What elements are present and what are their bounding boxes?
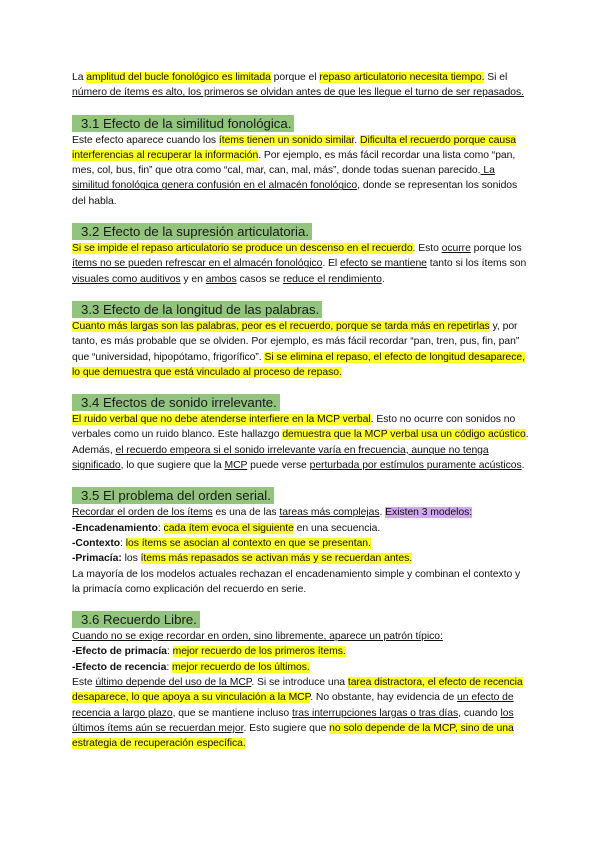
highlighted-text: tarea distractora, el efecto de recencia desaparece, lo que apoya a su vinculación a la MCP bbox=[72, 677, 523, 704]
highlighted-text: Cuanto más largas son las palabras, peor es el recuerdo, porque se tarda más en repetirlas bbox=[72, 320, 490, 332]
text-run: en una secuencia. bbox=[293, 522, 381, 534]
text-run: puede verse bbox=[247, 460, 310, 472]
text-run: La bbox=[72, 72, 87, 83]
text-run: Si el bbox=[484, 72, 508, 83]
text-run: La mayoría de los modelos actuales rechazan el encadenamiento simple y combinan el contexto y la primacía como explicación del recuerdo en serie. bbox=[72, 568, 521, 595]
underlined-text: un efecto de recencia a largo plazo bbox=[72, 692, 514, 719]
text-run: es una de las bbox=[212, 507, 280, 519]
section-3-1 bbox=[72, 101, 530, 209]
paragraph bbox=[72, 536, 530, 551]
highlighted-text: El ruido verbal que no debe atenderse interfiere en la MCP verbal bbox=[72, 414, 371, 426]
section-heading: 3.6 Recuerdo Libre. bbox=[72, 611, 200, 628]
paragraph bbox=[72, 70, 530, 101]
underlined-text: efecto se mantiene bbox=[340, 258, 427, 270]
section-3-5 bbox=[72, 473, 530, 597]
text-run: : bbox=[157, 522, 164, 534]
underlined-text: los últimos ítems aún se recuerdan mejor bbox=[72, 707, 514, 734]
underlined-text: La similitud fonológica genera confusión en el almacén fonológico bbox=[72, 165, 495, 192]
highlighted-text: amplitud del bucle fonológico es limitada bbox=[86, 72, 271, 83]
text-run: casos se bbox=[236, 273, 283, 285]
underlined-text: visuales como auditivos bbox=[72, 273, 181, 285]
underlined-text: Cuando no se exige recordar en orden, sino libremente, aparece un patrón típico: bbox=[72, 631, 443, 643]
text-run: . Esto sugiere que bbox=[243, 722, 330, 734]
section-heading: 3.2 Efecto de la supresión articulatoria. bbox=[72, 223, 312, 240]
bold-term: -Encadenamiento bbox=[72, 522, 158, 534]
underlined-text: MCP bbox=[224, 460, 248, 472]
underlined-text: ambos bbox=[205, 273, 237, 285]
paragraph bbox=[72, 644, 530, 659]
text-run: , lo que sugiere que la bbox=[120, 460, 225, 472]
underlined-text: el recuerdo empeora si el sonido irrelevante varía en frecuencia, aunque no tenga significado bbox=[72, 444, 489, 472]
text-run: tanto si los ítems son bbox=[426, 258, 527, 270]
text-run: , donde se representan los sonidos del habla. bbox=[72, 180, 518, 207]
paragraph bbox=[72, 629, 530, 644]
underlined-text: último depende del uso de la MCP bbox=[95, 677, 252, 689]
paragraph bbox=[72, 551, 530, 566]
highlighted-text: ítems más repasados se activan más y se recuerdan antes. bbox=[140, 553, 413, 565]
highlighted-text: mejor recuerdo de los primeros ítems. bbox=[172, 646, 346, 658]
text-run: . Esto bbox=[412, 243, 442, 255]
section-3-2 bbox=[72, 209, 530, 287]
text-run: : bbox=[166, 661, 173, 673]
text-run: y en bbox=[180, 273, 206, 285]
bold-term: -Contexto bbox=[72, 537, 121, 549]
text-run: porque los bbox=[470, 243, 522, 255]
text-run: . No obstante, hay evidencia de bbox=[310, 692, 458, 704]
bold-term: -Efecto de primacía bbox=[72, 646, 167, 658]
section-heading: 3.4 Efectos de sonido irrelevante. bbox=[72, 394, 280, 411]
paragraph bbox=[72, 567, 530, 598]
highlighted-text: repaso articulatorio necesita tiempo. bbox=[319, 72, 485, 83]
highlighted-text: Si se impide el repaso articulatorio se produce un descenso en el recuerdo bbox=[72, 243, 413, 255]
underlined-text: perturbada por estímulos puramente acústicos bbox=[309, 460, 522, 472]
paragraph bbox=[72, 319, 530, 380]
text-run: . bbox=[381, 273, 385, 285]
underlined-text: tareas más complejas bbox=[279, 507, 380, 519]
highlighted-text: Dificulta el recuerdo porque causa interferencias al recuperar la información bbox=[72, 134, 516, 161]
section-heading: 3.1 Efecto de la similitud fonológica. bbox=[72, 115, 294, 132]
highlighted-text: Si se elimina el repaso, el efecto de longitud desaparece, lo que demuestra que está vinculado al proceso de repaso. bbox=[72, 351, 525, 378]
paragraph bbox=[72, 505, 530, 520]
underlined-text: ítems no se pueden refrescar en el almacén fonológico bbox=[72, 258, 323, 270]
text-run: . El bbox=[322, 258, 340, 270]
section-intro bbox=[72, 70, 530, 101]
section-heading: 3.5 El problema del orden serial. bbox=[72, 487, 274, 504]
underlined-text: ocurre bbox=[441, 243, 471, 255]
section-3-4 bbox=[72, 380, 530, 473]
highlighted-text: no solo depende de la MCP, sino de una estrategia de recuperación específica. bbox=[72, 722, 514, 750]
text-run: y, por tanto, es más probable que se olviden. Por ejemplo, es más fácil recordar “pan, tren, pus, fin, pan” que “universidad, hipopótamo, frigorífico”. bbox=[72, 320, 520, 363]
text-run: Este efecto aparece cuando los bbox=[72, 134, 219, 146]
document-body bbox=[72, 70, 530, 752]
text-run: , que se mantiene incluso bbox=[172, 707, 292, 719]
bold-term: -Efecto de recencia bbox=[72, 661, 167, 673]
purple-highlighted-text: Existen 3 modelos: bbox=[385, 507, 473, 519]
highlighted-text: ítems tienen un sonido similar bbox=[218, 134, 355, 146]
text-run: : bbox=[120, 537, 126, 549]
highlighted-text: los ítems se asocian al contexto en que se presentan. bbox=[125, 537, 371, 549]
paragraph bbox=[72, 521, 530, 536]
underlined-text: número de ítems es alto, los primeros se olvidan antes de que les llegue el turno de ser repasados. bbox=[72, 87, 524, 99]
highlighted-text: mejor recuerdo de los últimos. bbox=[172, 661, 310, 673]
text-run: . bbox=[379, 507, 386, 519]
underlined-text: reduce el rendimiento bbox=[282, 273, 382, 285]
highlighted-text: cada ítem evoca el siguiente bbox=[163, 522, 294, 534]
text-run: Este bbox=[72, 677, 96, 689]
highlighted-text: demuestra que la MCP verbal usa un código acústico bbox=[282, 429, 526, 441]
paragraph bbox=[72, 660, 530, 675]
text-run: , cuando bbox=[458, 707, 501, 719]
text-run: porque el bbox=[270, 72, 320, 83]
text-run: . Esto no ocurre con sonidos no verbales como un ruido blanco. Este hallazgo bbox=[72, 414, 516, 441]
paragraph bbox=[72, 133, 530, 209]
bold-term: -Primacía: bbox=[72, 553, 122, 565]
paragraph bbox=[72, 241, 530, 287]
section-3-6 bbox=[72, 597, 530, 751]
underlined-text: tras interrupciones largas o tras días bbox=[291, 707, 459, 719]
text-run: . Además, bbox=[72, 429, 529, 456]
paragraph bbox=[72, 412, 530, 473]
section-3-3 bbox=[72, 287, 530, 380]
text-run: . bbox=[521, 460, 525, 472]
underlined-text: Recordar el orden de los ítems bbox=[72, 507, 213, 519]
section-heading: 3.3 Efecto de la longitud de las palabras. bbox=[72, 301, 322, 318]
text-run: : bbox=[166, 646, 173, 658]
text-run: los bbox=[121, 553, 141, 565]
text-run: . Si se introduce una bbox=[251, 677, 348, 689]
text-run: . Por ejemplo, es más fácil recordar una lista como “pan, mes, col, bus, fin” que otra como “cal, mar, can, mal, más”, donde todas suenan parecido. bbox=[72, 149, 516, 177]
text-run: . bbox=[354, 134, 360, 146]
paragraph bbox=[72, 675, 530, 751]
